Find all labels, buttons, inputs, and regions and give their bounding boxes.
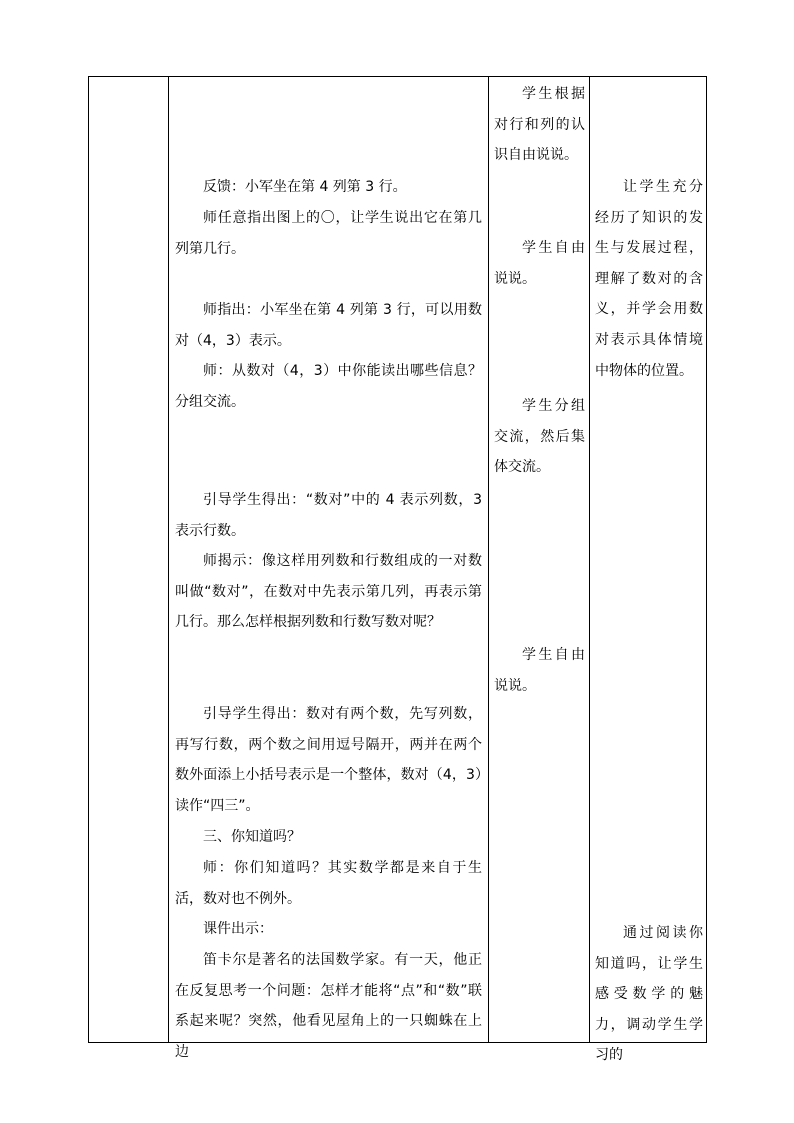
design-intent: 让学生充分经历了知识的发生与发展过程，理解了数对的含义，并学会用数对表示具体情境中物体的位置。: [595, 179, 703, 379]
paragraph: 课件出示：: [203, 921, 273, 937]
design-intent: 通过阅读你知道吗，让学生感受数学的魅力，调动学生学习的: [595, 925, 703, 1064]
student-activity: 学生根据对行和列的认识自由说说。: [494, 86, 585, 164]
design-intent-column: [590, 77, 707, 1064]
lesson-plan-table: [88, 76, 707, 1064]
stage-column: [89, 77, 168, 1042]
paragraph: 师揭示：像这样用列数和行数组成的一对数叫做“数对”，在数对中先表示第几列，再表示第几行。那么怎样根据列数和行数写数对呢？: [175, 553, 482, 631]
teaching-process-column: [169, 77, 488, 1060]
student-activity: 学生分组交流，然后集体交流。: [494, 398, 585, 476]
student-activity-column: [489, 77, 589, 1042]
paragraph: 师指出：小军坐在第 4 列第 3 行，可以用数对（4，3）表示。: [175, 302, 482, 349]
paragraph: 引导学生得出：“数对”中的 4 表示列数，3 表示行数。: [175, 492, 482, 539]
paragraph: 笛卡尔是著名的法国数学家。有一天，他正在反复思考一个问题：怎样才能将“点”和“数”联系起来呢？突然，他看见屋角上的一只蜘蛛在上边: [175, 952, 482, 1060]
paragraph: 师：从数对（4，3）中你能读出哪些信息？分组交流。: [175, 363, 482, 410]
paragraph: 师：你们知道吗？其实数学都是来自于生活，数对也不例外。: [175, 860, 482, 907]
student-activity: 学生自由说说。: [494, 647, 585, 694]
section-heading: 三、你知道吗？: [203, 829, 301, 845]
paragraph: 反馈：小军坐在第 4 列第 3 行。: [203, 179, 407, 195]
paragraph: 师任意指出图上的〇，让学生说出它在第几列第几行。: [175, 210, 482, 257]
paragraph: 引导学生得出：数对有两个数，先写列数，再写行数，两个数之间用逗号隔开，两并在两个数外面添上小括号表示是一个整体，数对（4，3）读作“四三”。: [175, 706, 482, 814]
student-activity: 学生自由说说。: [494, 240, 585, 287]
